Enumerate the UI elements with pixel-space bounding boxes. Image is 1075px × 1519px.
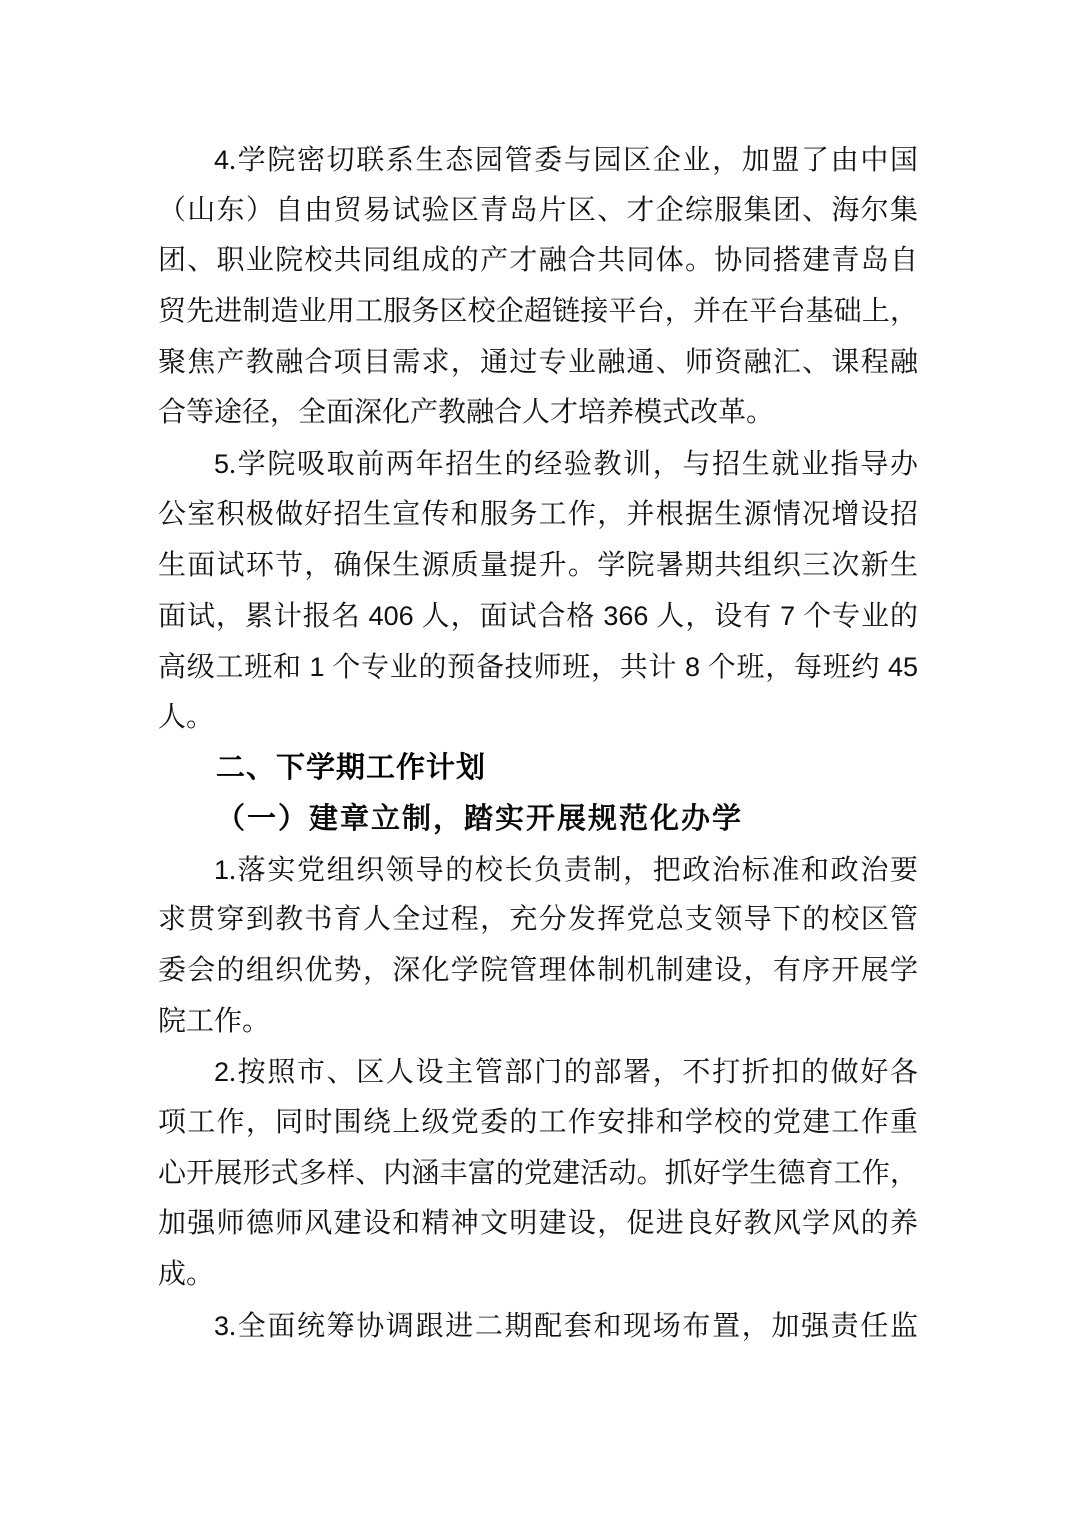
- paragraph-item-5-line-6: 人。: [158, 701, 215, 733]
- numeral: 8: [684, 651, 700, 682]
- paragraph-item-5-line-1: 5.学院吸取前两年招生的经验教训，与招生就业指导办: [214, 449, 918, 481]
- paragraph-plan-1-line-3: 委会的组织优势，深化学院管理体制机制建设，有序开展学: [158, 955, 918, 986]
- subsection-heading: （一）建章立制，踏实开展规范化办学: [216, 802, 744, 835]
- paragraph-item-5-line-3: 生面试环节，确保生源质量提升。学院暑期共组织三次新生: [158, 549, 918, 581]
- numeral: 5: [214, 449, 230, 480]
- paragraph-plan-2-line-2: 项工作，同时围绕上级党委的工作安排和学校的党建工作重: [158, 1107, 918, 1139]
- paragraph-item-4-line-6: 合等途径，全面深化产教融合人才培养模式改革。: [158, 397, 775, 429]
- numeral: 4: [214, 145, 230, 175]
- numeral: 1: [214, 854, 230, 885]
- numeral: 406: [368, 601, 414, 632]
- numeral: 7: [780, 601, 796, 632]
- paragraph-item-5-line-4: 面试，累计报名 406 人，面试合格 366 人，设有 7 个专业的: [158, 601, 918, 633]
- paragraph-plan-1-line-1: 1.落实党组织领导的校长负责制，把政治标准和政治要: [214, 854, 918, 886]
- paragraph-item-5-line-5: 高级工班和 1 个专业的预备技师班，共计 8 个班，每班约 45: [158, 651, 918, 683]
- paragraph-plan-1-line-4: 院工作。: [158, 1005, 271, 1037]
- numeral: 45: [887, 651, 918, 682]
- paragraph-item-5-line-2: 公室积极做好招生宣传和服务工作，并根据生源情况增设招: [158, 498, 918, 530]
- paragraph-plan-2-line-4: 加强师德师风建设和精神文明建设，促进良好教风学风的养: [158, 1208, 918, 1240]
- section-heading: 二、下学期工作计划: [216, 752, 487, 785]
- paragraph-plan-1-line-2: 求贯穿到教书育人全过程，充分发挥党总支领导下的校区管: [158, 904, 918, 936]
- paragraph-item-4-line-4: 贸先进制造业用工服务区校企超链接平台，并在平台基础上，: [158, 296, 918, 328]
- paragraph-plan-2-line-3: 心开展形式多样、内涵丰富的党建活动。抓好学生德育工作，: [158, 1157, 918, 1189]
- numeral: 2: [214, 1057, 230, 1088]
- numeral: 3: [214, 1310, 230, 1341]
- paragraph-item-4-line-1: 4.学院密切联系生态园管委与园区企业，加盟了由中国: [214, 145, 918, 176]
- paragraph-item-4-line-3: 团、职业院校共同组成的产才融合共同体。协同搭建青岛自: [158, 245, 918, 277]
- numeral: 366: [603, 601, 649, 632]
- paragraph-item-4-line-2: （山东）自由贸易试验区青岛片区、才企综服集团、海尔集: [158, 194, 918, 226]
- paragraph-item-4-line-5: 聚焦产教融合项目需求，通过专业融通、师资融汇、课程融: [158, 346, 918, 378]
- paragraph-plan-3-line-1: 3.全面统筹协调跟进二期配套和现场布置，加强责任监: [214, 1310, 918, 1342]
- numeral: 1: [309, 651, 325, 682]
- paragraph-plan-2-line-5: 成。: [158, 1259, 215, 1291]
- document-text-block: [158, 135, 918, 1352]
- paragraph-plan-2-line-1: 2.按照市、区人设主管部门的部署，不打折扣的做好各: [214, 1057, 918, 1089]
